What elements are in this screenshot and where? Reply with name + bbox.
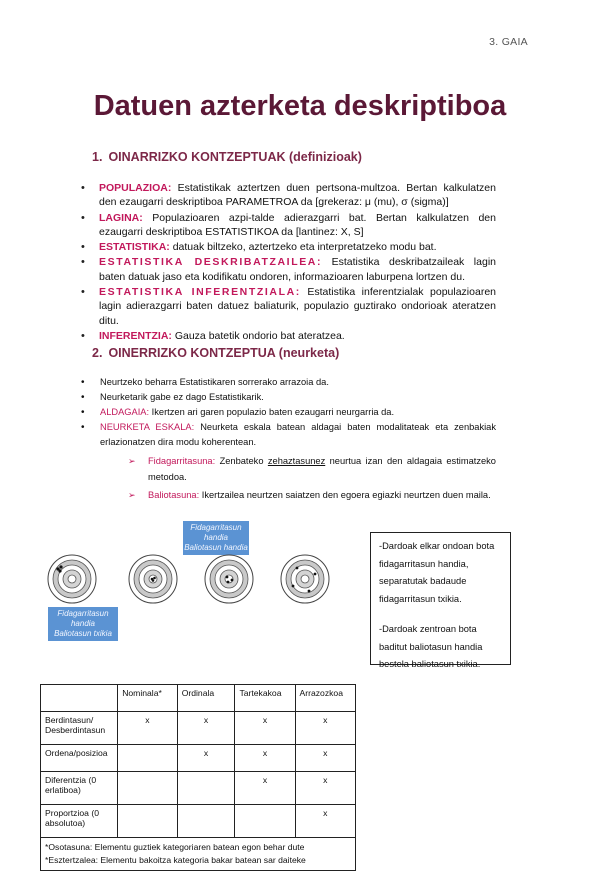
section-number: 1. [92,150,103,164]
table-header-cell: Nominala* [118,685,178,712]
unit-label: 3. GAIA [489,36,528,48]
footnotes-cell [41,838,356,871]
definition: Ikertzailea neurtzen saiatzen den egoera egiazki neurtzen duen maila. [199,490,491,500]
note-paragraph: -Dardoak zentroan bota baditut baliotasun handia bestela baliotasun txikia. [379,624,483,669]
label-high-validity: Fidagarritasun handia Baliotasun handia [183,521,249,555]
target-3 [205,555,253,603]
target-1 [48,555,96,603]
table-header-cell: Ordinala [177,685,235,712]
definition: Estatistika inferentzialak populazioaren lagin adierazgarri baten datuez baliaturik, populazio guztirako ondorioak ateratzen ditu. [99,286,496,327]
table-cell: x [177,712,235,745]
table-cell [118,745,178,772]
term: ESTATISTIKA DESKRIBATZAILEA: [99,256,323,269]
list-item [81,285,496,328]
list-item [81,329,496,343]
list-item [81,420,496,450]
definition: Estatistika deskribatzaileak lagin baten datuak jaso eta kodifikatu ondoren, informazioaren laburpena lortzen du. [99,256,496,283]
table-row [41,712,356,745]
dartboard-targets-figure [40,546,340,612]
term: INFERENTZIA: [99,329,172,342]
table-cell: x [295,772,355,805]
page-title: Datuen azterketa deskriptiboa [93,90,507,122]
term: POPULAZIOA: [99,182,172,194]
list-item [81,181,496,210]
table-cell [235,805,295,838]
list-item [81,390,496,405]
target-4 [281,555,329,603]
definition: Gauza batetik ondorio bat ateratzea. [171,329,345,342]
table-cell: x [295,712,355,745]
scale-properties [128,453,496,503]
table-cell: x [235,772,295,805]
table-cell: x [295,745,355,772]
label-low-validity: Fidagarritasun handia Baliotasun txikia [48,607,118,641]
table-header-cell: Arrazozkoa [295,685,355,712]
table-cell: x [235,745,295,772]
table-cell: x [118,712,178,745]
definition: datuak biltzeko, aztertzeko eta interpretatzeko modu bat. [169,241,437,254]
arrow-right-icon: ➢ [128,456,136,466]
list-item [81,240,496,254]
section-1-heading [92,150,362,164]
section-2-heading [92,346,339,360]
underlined-word: zehaztasunez [267,456,326,466]
sub-item-fidagarritasuna [128,453,496,485]
list-item [81,405,496,420]
section-number: 2. [92,346,103,360]
definitions-list [81,181,496,344]
table-header-cell [41,685,118,712]
definition-part: Zenbateko [215,456,268,466]
row-label: Diferentzia (0 erlatiboa) [41,772,118,805]
table-row [41,805,356,838]
definition: Populazioaren azpi-talde adierazgarri bat. Bertan kalkulatzen den ezaugarri deskriptiboa ESTATISTIKOA da [lantinez: X, S] [99,211,496,238]
list-item [81,375,496,390]
footnote: *Osotasuna: Elementu guztiek kategoriaren batean egon behar dute [45,842,305,852]
table-cell: x [177,745,235,772]
definition-part: neurtua izan den aldagaia estimatzeko metodoa. [148,456,496,482]
statement: Neurtzeko beharra Estatistikaren sorrerako arrazoia da. [100,377,329,387]
measurement-list [81,375,496,450]
sub-item-baliotasuna [128,487,496,503]
term: ESTATISTIKA: [99,241,170,254]
table-header-row [41,685,356,712]
table-cell [177,772,235,805]
table-cell [177,805,235,838]
definition: Estatistikak aztertzen duen pertsona-multzoa. Bertan kalkulatzen den ezaugarri deskriptiboa PARAMETROA da [grekeraz: μ (mu), σ (sigma)] [99,182,496,209]
section-title: OINERRIZKO KONTZEPTUA (neurketa) [108,346,340,360]
table-cell [118,772,178,805]
definition: Neurketa eskala batean aldagai baten modalitateak eta zenbakiak erlazionatzen dira modu koherentean. [100,422,496,447]
table-header-cell: Tartekakoa [235,685,295,712]
list-item [81,255,496,284]
table-footnote-row [41,838,356,871]
table-row [41,772,356,805]
scale-table-wrapper [40,684,356,871]
footnote: *Esztertzalea: Elementu bakoitza kategoria bakar batean sar daiteke [45,855,306,865]
target-2 [129,555,177,603]
term: Fidagarritasuna: [148,456,216,466]
table-cell: x [295,805,355,838]
term: NEURKETA ESKALA: [100,422,195,432]
section-title: OINARRIZKO KONTZEPTUAK (definizioak) [108,150,362,164]
term: Baliotasuna: [148,490,200,500]
table-row [41,745,356,772]
list-item [81,211,496,240]
term: ESTATISTIKA INFERENTZIALA: [99,286,301,299]
row-label: Ordena/posizioa [41,745,118,772]
definition: Ikertzen ari garen populazio baten ezaugarri neurgarria da. [149,407,395,417]
scale-table [40,684,356,871]
table-cell [118,805,178,838]
note-paragraph: -Dardoak elkar ondoan bota fidagarritasun handia, separatutak badaude fidagarritasun txikia. [379,541,495,604]
row-label: Berdintasun/ Desberdintasun [41,712,118,745]
statement: Neurketarik gabe ez dago Estatistikarik. [100,392,264,402]
term: ALDAGAIA: [100,407,150,417]
note-box [370,532,511,669]
row-label: Proportzioa (0 absolutoa) [41,805,118,838]
arrow-right-icon: ➢ [128,490,136,500]
table-cell: x [235,712,295,745]
term: LAGINA: [99,211,143,224]
